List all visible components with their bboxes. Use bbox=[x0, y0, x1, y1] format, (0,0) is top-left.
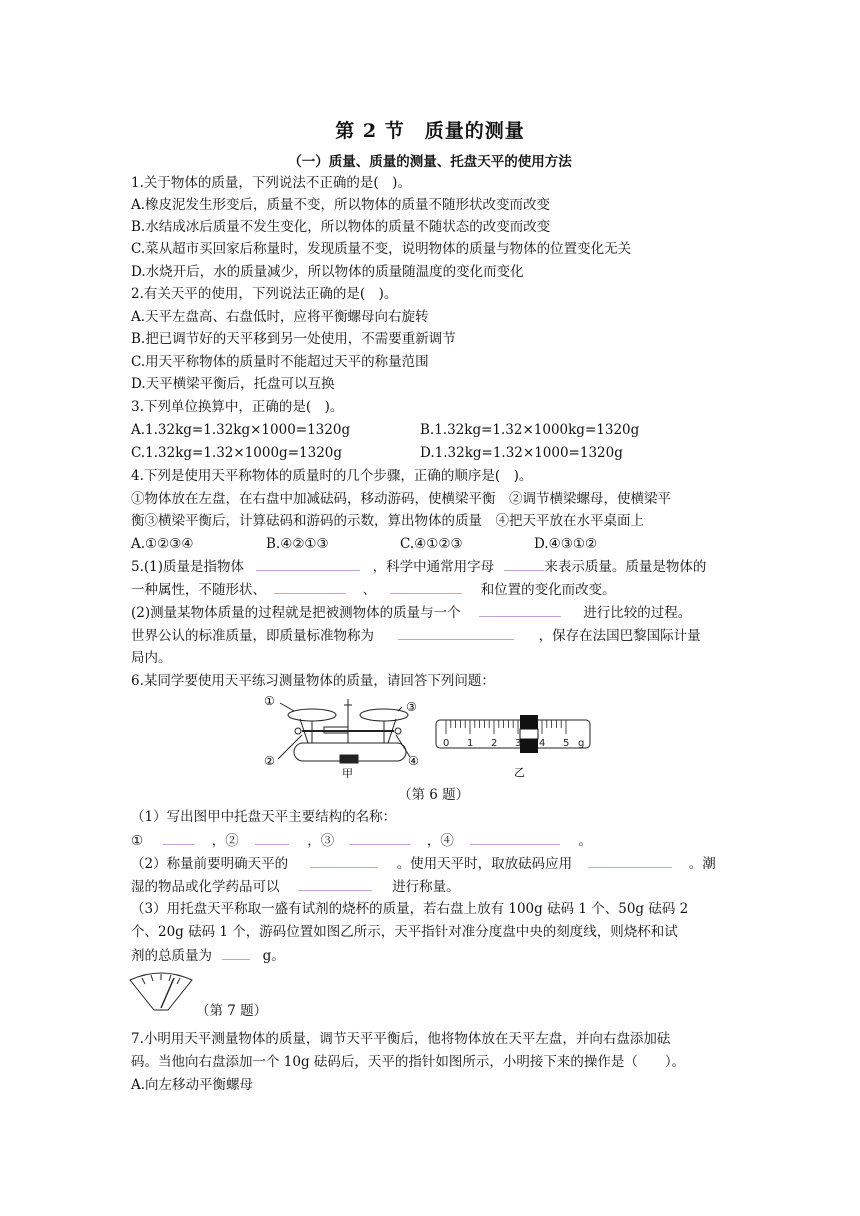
q4-steps-line1: ①物体放在左盘，在右盘中加减砝码，移动游码，使横梁平衡 ②调节横梁螺母，使横梁平 bbox=[131, 491, 671, 507]
answer-blank[interactable] bbox=[163, 830, 195, 845]
mark-1: ① bbox=[264, 694, 275, 708]
mark-2: ② bbox=[264, 754, 275, 768]
mark-4: ④ bbox=[408, 754, 419, 768]
q6-text: 进行称量。 bbox=[392, 879, 460, 895]
figure-label-jia: 甲 bbox=[342, 767, 353, 780]
pointer-dial-figure bbox=[128, 966, 194, 1014]
tick-label-0: 0 bbox=[443, 738, 450, 749]
q6-part1-blanks bbox=[131, 830, 592, 851]
q6-mark: ① bbox=[131, 833, 144, 849]
q5-text: 来表示质量。质量是物体的 bbox=[544, 559, 707, 575]
figure-7-caption: （第 7 题） bbox=[196, 1003, 268, 1019]
q7-line1: 7.小明用天平测量物体的质量，调节天平平衡后，他将物体放在天平左盘，并向右盘添加砝 bbox=[131, 1031, 671, 1047]
tick-label-4: 4 bbox=[539, 738, 546, 749]
answer-blank[interactable] bbox=[588, 853, 672, 868]
q6-part2-line2 bbox=[131, 876, 460, 897]
q6-mark: ，② bbox=[211, 833, 239, 849]
q4-option-a: A.①②③④ bbox=[131, 536, 194, 552]
figure-6-caption: （第 6 题） bbox=[398, 787, 470, 803]
tick-label-1: 1 bbox=[467, 738, 474, 749]
q5-text: (2)测量某物体质量的过程就是把被测物体的质量与一个 bbox=[131, 605, 461, 621]
answer-blank[interactable] bbox=[479, 602, 561, 617]
q6-text: g。 bbox=[262, 948, 285, 964]
q2-stem: 2.有关天平的使用，下列说法正确的是( )。 bbox=[131, 286, 398, 302]
figure-label-yi: 乙 bbox=[514, 766, 525, 779]
tick-label-g: g bbox=[578, 738, 585, 749]
q5-text: 一种属性，不随形状、 bbox=[131, 582, 266, 598]
q5-text: 5.(1)质量是指物体 bbox=[131, 559, 245, 575]
q1-option-a: A.橡皮泥发生形变后，质量不变，所以物体的质量不随形状改变而改变 bbox=[131, 197, 551, 213]
mark-3: ③ bbox=[406, 700, 417, 714]
balance-figure bbox=[262, 691, 430, 781]
q6-mark: 。 bbox=[578, 833, 592, 849]
answer-blank[interactable] bbox=[222, 945, 250, 960]
q2-option-b: B.把已调节好的天平移到另一处使用，不需要重新调节 bbox=[131, 331, 456, 347]
balance-nut-right bbox=[395, 728, 401, 734]
balance-nut-left bbox=[295, 728, 301, 734]
q6-part3-line2: 个、20g 砝码 1 个，游码位置如图乙所示，天平指针对准分度盘中央的刻度线，则烧杯和试 bbox=[131, 924, 678, 940]
q6-text: （2）称量前要明确天平的 bbox=[131, 856, 289, 872]
answer-blank[interactable] bbox=[256, 556, 360, 571]
q7-option-a: A.向左移动平衡螺母 bbox=[131, 1077, 254, 1093]
q6-text: 。潮 bbox=[688, 856, 716, 872]
balance-foot bbox=[340, 755, 358, 763]
q2-option-c: C.用天平称物体的质量时不能超过天平的称量范围 bbox=[131, 354, 429, 370]
answer-blank[interactable] bbox=[504, 556, 544, 571]
q5-text: 世界公认的标准质量，即质量标准物称为 bbox=[131, 628, 374, 644]
answer-blank[interactable] bbox=[398, 625, 514, 640]
answer-blank[interactable] bbox=[349, 830, 411, 845]
q6-text: 剂的总质量为 bbox=[131, 948, 212, 964]
q7-line2: 码。当他向右盘添加一个 10g 砝码后，天平的指针如图所示，小明接下来的操作是（ ）。 bbox=[131, 1054, 686, 1070]
tick-label-3: 3 bbox=[515, 738, 522, 749]
answer-blank[interactable] bbox=[298, 876, 372, 891]
answer-blank[interactable] bbox=[255, 830, 289, 845]
q2-option-a: A.天平左盘高、右盘低时，应将平衡螺母向右旋转 bbox=[131, 309, 429, 325]
answer-blank[interactable] bbox=[310, 853, 378, 868]
section-heading: （一）质量、质量的测量、托盘天平的使用方法 bbox=[288, 154, 572, 170]
q5-line4 bbox=[131, 625, 701, 646]
q3-option-d: D.1.32kg=1.32×1000=1320g bbox=[420, 445, 623, 461]
rider-top bbox=[520, 715, 538, 729]
q4-option-b: B.④②①③ bbox=[266, 536, 329, 552]
q5-line2 bbox=[131, 579, 616, 600]
q5-line3 bbox=[131, 602, 691, 623]
dial-pointer bbox=[161, 978, 174, 1008]
q3-option-c: C.1.32kg=1.32×1000g=1320g bbox=[131, 445, 343, 461]
q5-text: 和位置的变化而改变。 bbox=[480, 582, 616, 598]
q4-option-d: D.④③①② bbox=[534, 536, 598, 552]
page-title: 第 2 节 质量的测量 bbox=[335, 120, 525, 142]
q4-steps-line2: 衡③横梁平衡后，计算砝码和游码的示数，算出物体的质量 ④把天平放在水平桌面上 bbox=[131, 513, 644, 529]
q3-option-b: B.1.32kg=1.32×1000kg=1320g bbox=[420, 422, 640, 438]
q6-part2-line1 bbox=[131, 853, 716, 874]
q6-mark: ，④ bbox=[426, 833, 454, 849]
tick-label-5: 5 bbox=[563, 738, 570, 749]
q6-part3-line3 bbox=[131, 945, 285, 966]
q4-stem: 4.下列是使用天平称物体的质量时的几个步骤，正确的顺序是( )。 bbox=[131, 468, 533, 484]
q4-option-c: C.④①②③ bbox=[400, 536, 463, 552]
q6-text: 。使用天平时，取放砝码应用 bbox=[396, 856, 573, 872]
answer-blank[interactable] bbox=[274, 579, 346, 594]
q1-stem: 1.关于物体的质量，下列说法不正确的是( )。 bbox=[131, 175, 411, 191]
q6-text: 湿的物品或化学药品可以 bbox=[131, 879, 280, 895]
right-pan bbox=[360, 709, 408, 721]
q5-line5: 局内。 bbox=[131, 650, 172, 666]
q1-option-b: B.水结成冰后质量不发生变化，所以物体的质量不随状态的改变而改变 bbox=[131, 219, 551, 235]
q2-option-d: D.天平横梁平衡后，托盘可以互换 bbox=[131, 376, 335, 392]
q6-part3-line1: （3）用托盘天平称取一盛有试剂的烧杯的质量，若右盘上放有 100g 砝码 1 个、50g 砝码 2 bbox=[131, 901, 689, 917]
q1-option-c: C.菜从超市买回家后称量时，发现质量不变，说明物体的质量与物体的位置变化无关 bbox=[131, 241, 632, 257]
rider-bottom bbox=[520, 739, 538, 753]
rider-scale-figure bbox=[432, 712, 600, 780]
q5-text: ，保存在法国巴黎国际计量 bbox=[538, 628, 701, 644]
q5-text: ，科学中通常用字母 bbox=[372, 559, 495, 575]
tick-label-2: 2 bbox=[491, 738, 498, 749]
answer-blank[interactable] bbox=[390, 579, 462, 594]
q1-option-d: D.水烧开后，水的质量减少，所以物体的质量随温度的变化而变化 bbox=[131, 264, 524, 280]
q5-text: 进行比较的过程。 bbox=[583, 605, 692, 621]
left-pan bbox=[288, 709, 336, 721]
q6-mark: ，③ bbox=[307, 833, 335, 849]
q6-part1: （1）写出图甲中托盘天平主要结构的名称： bbox=[131, 809, 397, 825]
q6-stem: 6.某同学要使用天平练习测量物体的质量，请回答下列问题： bbox=[131, 673, 495, 689]
q5-line1 bbox=[131, 556, 706, 577]
q5-text: 、 bbox=[362, 582, 377, 598]
q3-stem: 3.下列单位换算中，正确的是( )。 bbox=[131, 399, 344, 415]
q3-option-a: A.1.32kg=1.32kg×1000=1320g bbox=[131, 422, 351, 438]
answer-blank[interactable] bbox=[470, 830, 560, 845]
